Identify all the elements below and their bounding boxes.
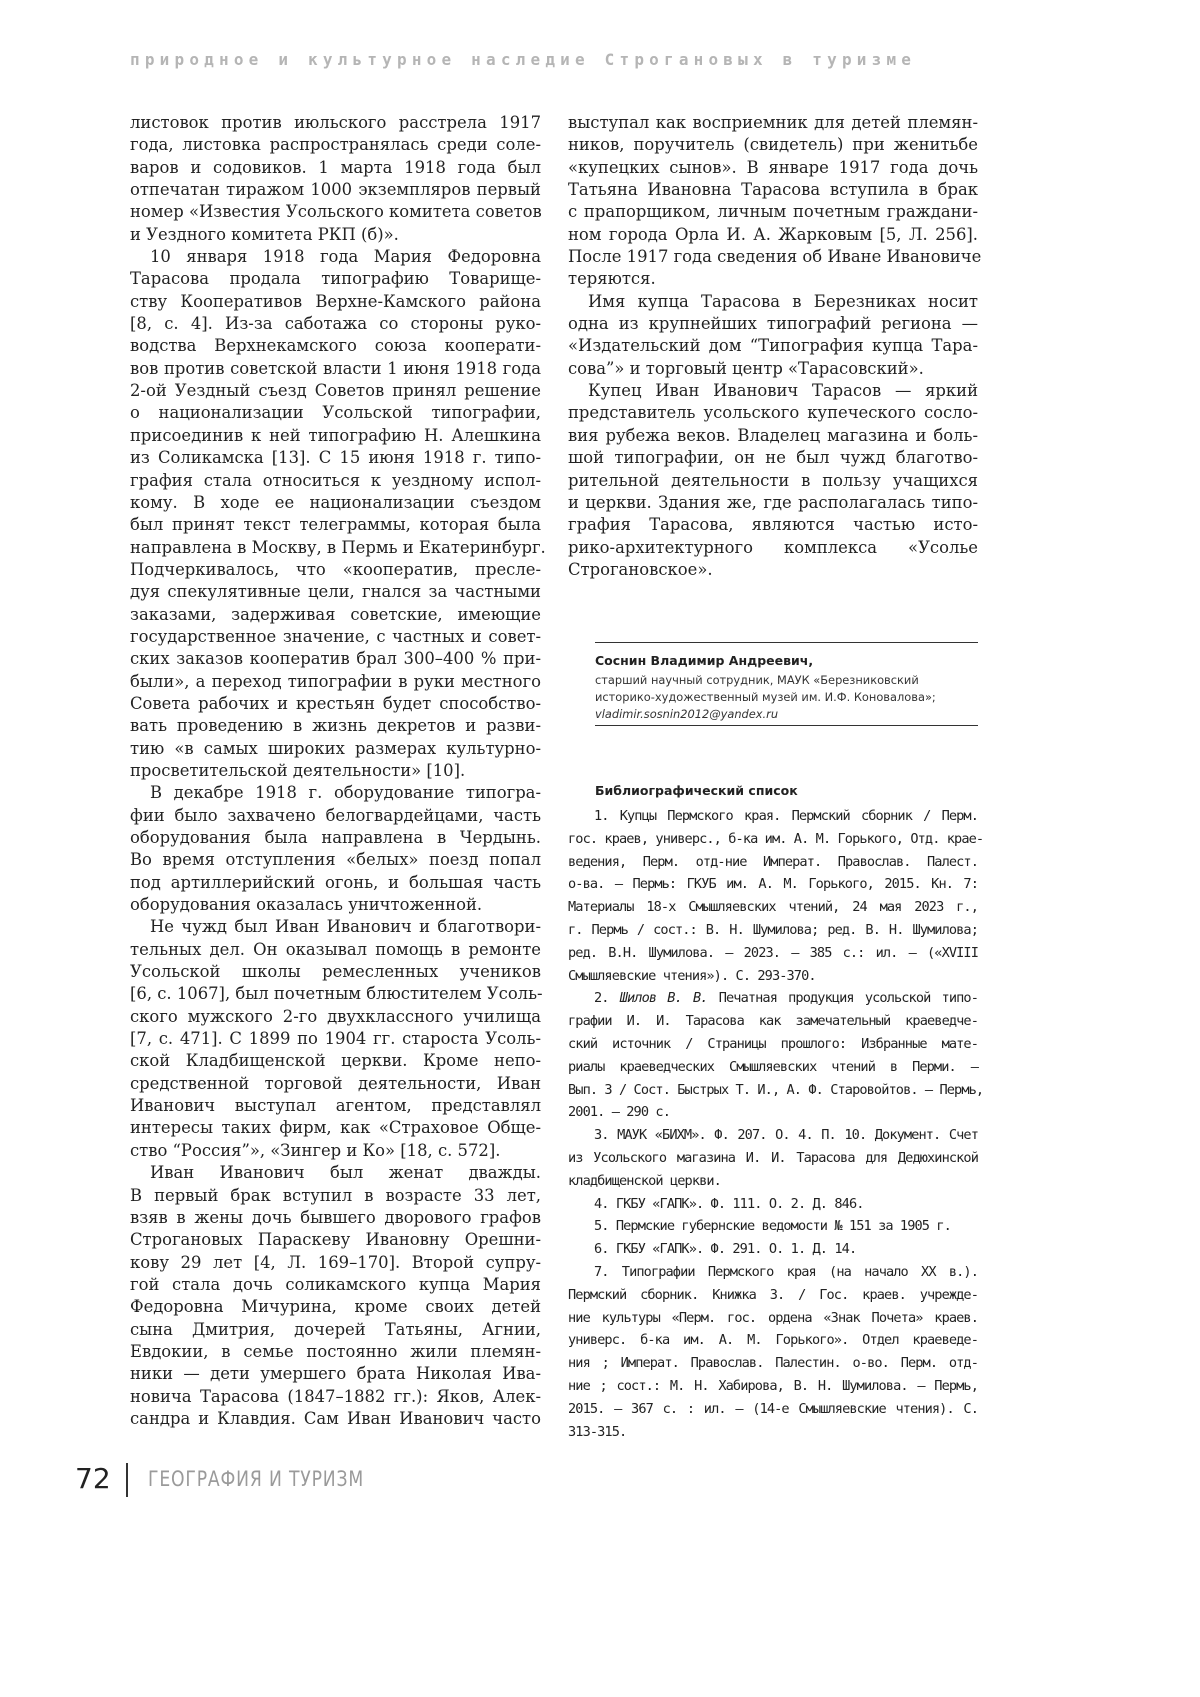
bibliography-line: о-ва. — Пермь: ГКУБ им. А. М. Горького, 2015. Кн. 7: — [568, 873, 978, 896]
bibliography-line: графии И. И. Тарасова как замечательный краеведче- — [568, 1010, 978, 1033]
bibliography-entry — [568, 1193, 978, 1216]
text-line: В первый брак вступил в возрасте 33 лет, — [130, 1185, 541, 1207]
footer-divider — [126, 1463, 128, 1497]
text-line: вия рубежа веков. Владелец магазина и боль- — [568, 425, 978, 447]
text-line: с прапорщиком, личным почетным граждани- — [568, 201, 978, 223]
text-line: из Соликамска [13]. С 15 июня 1918 г. типо- — [130, 447, 541, 469]
bibliography-line: Смышляевские чтения»). С. 293-370. — [568, 965, 978, 988]
text-line: Татьяна Ивановна Тарасова вступила в брак — [568, 179, 978, 201]
text-line: под артиллерийский огонь, и большая часть — [130, 872, 541, 894]
text-line: В декабре 1918 г. оборудование типогра- — [130, 782, 541, 804]
bibliography-line: гос. краев, универс., б-ка им. А. М. Горького, Отд. крае- — [568, 828, 978, 851]
text-line: интересы таких фирм, как «Страховое Обще- — [130, 1117, 541, 1139]
bibliography-entry — [568, 1215, 978, 1238]
bibliography-line: 4. ГКБУ «ГАПК». Ф. 111. О. 2. Д. 846. — [568, 1193, 978, 1216]
bibliography-line: риалы краеведческих Смышляевских чтений в Перми. — — [568, 1056, 978, 1079]
text-line: и Уездного комитета РКП (б)». — [130, 224, 541, 246]
bibliography-line: 2001. — 290 с. — [568, 1101, 978, 1124]
text-line: рительной деятельности в пользу учащихся — [568, 470, 978, 492]
text-line: взяв в жены дочь бывшего дворового графов — [130, 1207, 541, 1229]
text-line: и церкви. Здания же, где располагалась типо- — [568, 492, 978, 514]
text-line: фии было захвачено белогвардейцами, часть — [130, 805, 541, 827]
bibliography-line: ние ; сост.: М. Н. Хабирова, В. Н. Шумилова. — Пермь, — [568, 1375, 978, 1398]
author-info — [595, 672, 978, 723]
text-line: Подчеркивалось, что «кооператив, пресле- — [130, 559, 541, 581]
paragraph — [568, 291, 978, 380]
bibliography-line: 313-315. — [568, 1421, 978, 1444]
text-line: оборудования была направлена в Чердынь. — [130, 827, 541, 849]
running-header: природное и культурное наследие Строгановых в туризме — [130, 50, 920, 69]
text-line: «купецких сынов». В январе 1917 года дочь — [568, 157, 978, 179]
text-line: Евдокии, в семье постоянно жили племян- — [130, 1341, 541, 1363]
bibliography-entry — [568, 1261, 978, 1443]
bibliography-entry — [568, 987, 978, 1124]
text-line: водства Верхнекамского союза кооперати- — [130, 335, 541, 357]
text-line: теряются. — [568, 268, 978, 290]
text-line: ников, поручитель (свидетель) при женитьбе — [568, 134, 978, 156]
author-block — [595, 642, 978, 726]
bibliography-line: 2. Шилов В. В. Печатная продукция усольской типо- — [568, 987, 978, 1010]
text-line: Иванович выступал агентом, представлял — [130, 1095, 541, 1117]
text-line: государственное значение, с частных и совет- — [130, 626, 541, 648]
author-email[interactable]: vladimir.sosnin2012@yandex.ru — [595, 706, 978, 723]
bibliography-line: 3. МАУК «БИХМ». Ф. 207. О. 4. П. 10. Документ. Счет — [568, 1124, 978, 1147]
paragraph — [568, 380, 978, 581]
text-line: направлена в Москву, в Пермь и Екатеринбург. — [130, 537, 541, 559]
paragraph — [130, 916, 541, 1162]
text-line: Купец Иван Иванович Тарасов — яркий — [568, 380, 978, 402]
text-line: После 1917 года сведения об Иване Ивановиче — [568, 246, 978, 268]
text-line: Строгановых Параскеву Ивановну Орешни- — [130, 1229, 541, 1251]
text-line: новича Тарасова (1847–1882 гг.): Яков, Алек- — [130, 1386, 541, 1408]
text-line: кову 29 лет [4, Л. 169–170]. Второй супру- — [130, 1252, 541, 1274]
text-line: графия стала относиться к уездному испол- — [130, 470, 541, 492]
text-line: просветительской деятельности» [10]. — [130, 760, 541, 782]
bibliography-line: ред. В.Н. Шумилова. — 2023. — 385 с.: ил. — («XVIII — [568, 942, 978, 965]
text-line: ники — дети умершего брата Николая Ива- — [130, 1363, 541, 1385]
text-line: отпечатан тиражом 1000 экземпляров первый — [130, 179, 541, 201]
bibliography-line: Вып. 3 / Сост. Быстрых Т. И., А. Ф. Старовойтов. — Пермь, — [568, 1079, 978, 1102]
text-line: выступал как восприемник для детей племян- — [568, 112, 978, 134]
text-line: Имя купца Тарасова в Березниках носит — [568, 291, 978, 313]
bibliography-line: г. Пермь / сост.: В. Н. Шумилова; ред. В. Н. Шумилова; — [568, 919, 978, 942]
text-line: тельных дел. Он оказывал помощь в ремонте — [130, 939, 541, 961]
text-line: Не чужд был Иван Иванович и благотвори- — [130, 916, 541, 938]
text-line: дуя спекулятивные цели, гнался за частными — [130, 581, 541, 603]
journal-title: ГЕОГРАФИЯ И ТУРИЗМ — [148, 1467, 364, 1491]
text-line: кому. В ходе ее национализации съездом — [130, 492, 541, 514]
text-line: Тарасова продала типографию Товарище- — [130, 268, 541, 290]
text-line: ской Кладбищенской церкви. Кроме непо- — [130, 1050, 541, 1072]
text-line: вов против советской власти 1 июня 1918 года — [130, 358, 541, 380]
divider — [595, 642, 978, 643]
text-line: шой типографии, он не был чужд благотво- — [568, 447, 978, 469]
paragraph — [130, 246, 541, 782]
text-line: [8, с. 4]. Из-за саботажа со стороны руко- — [130, 313, 541, 335]
text-line: сова”» и торговый центр «Тарасовский». — [568, 358, 978, 380]
text-line: Иван Иванович был женат дважды. — [130, 1162, 541, 1184]
author-name: Соснин Владимир Андреевич, — [595, 653, 978, 668]
text-line: года, листовка распространялась среди соле- — [130, 134, 541, 156]
text-line: Совета рабочих и крестьян будет способство- — [130, 693, 541, 715]
text-line: ских заказов кооператив брал 300–400 % при- — [130, 648, 541, 670]
text-line: «Издательский дом “Типография купца Тара- — [568, 335, 978, 357]
text-line: тию «в самых широких размерах культурно- — [130, 738, 541, 760]
text-line: сына Дмитрия, дочерей Татьяны, Агнии, — [130, 1319, 541, 1341]
bibliography-line: ведения, Перм. отд-ние Императ. Православ. Палест. — [568, 851, 978, 874]
text-line: варов и содовиков. 1 марта 1918 года был — [130, 157, 541, 179]
bibliography-line: Пермский сборник. Книжка 3. / Гос. краев. учрежде- — [568, 1284, 978, 1307]
bibliography-line: ния ; Императ. Православ. Палестин. о-во. Перм. отд- — [568, 1352, 978, 1375]
bibliography-line: ский источник / Страницы прошлого: Избранные мате- — [568, 1033, 978, 1056]
text-line: рико-архитектурного комплекса «Усолье — [568, 537, 978, 559]
bibliography-line: 7. Типографии Пермского края (на начало XX в.). — [568, 1261, 978, 1284]
text-line: сандра и Клавдия. Сам Иван Иванович часто — [130, 1408, 541, 1430]
text-line: присоединив к ней типографию Н. Алешкина — [130, 425, 541, 447]
text-line: Усольской школы ремесленных учеников — [130, 961, 541, 983]
author-position: старший научный сотрудник, МАУК «Березниковский — [595, 672, 978, 689]
paragraph — [130, 112, 541, 246]
author-name-italic: Шилов В. В. — [620, 990, 708, 1006]
text-line: листовок против июльского расстрела 1917 — [130, 112, 541, 134]
text-line: был принят текст телеграммы, которая была — [130, 514, 541, 536]
text-line: [7, с. 471]. С 1899 по 1904 гг. староста Усоль- — [130, 1028, 541, 1050]
bibliography-list — [568, 805, 978, 1443]
text-line: ского мужского 2-го двухклассного училища — [130, 1006, 541, 1028]
text-line: 10 января 1918 года Мария Федоровна — [130, 246, 541, 268]
text-line: вать проведению в жизнь декретов и разви- — [130, 715, 541, 737]
bibliography-entry — [568, 1238, 978, 1261]
bibliography-line: 1. Купцы Пермского края. Пермский сборник / Перм. — [568, 805, 978, 828]
paragraph — [568, 112, 978, 291]
text-line: графия Тарасова, являются частью исто- — [568, 514, 978, 536]
text-line: гой стала дочь соликамского купца Мария — [130, 1274, 541, 1296]
text-line: Федоровна Мичурина, кроме своих детей — [130, 1296, 541, 1318]
bibliography-line: из Усольского магазина И. И. Тарасова для Дедюхинской — [568, 1147, 978, 1170]
bibliography-entry — [568, 1124, 978, 1192]
left-column — [130, 112, 541, 1430]
text-line: представитель усольского купеческого сосло- — [568, 402, 978, 424]
bibliography-line: универс. б-ка им. А. М. Горького». Отдел краеведе- — [568, 1329, 978, 1352]
text-line: оборудования оказалась уничтоженной. — [130, 894, 541, 916]
text-line: средственной торговой деятельности, Иван — [130, 1073, 541, 1095]
text-line: Во время отступления «белых» поезд попал — [130, 849, 541, 871]
text-line: 2-ой Уездный съезд Советов принял решение — [130, 380, 541, 402]
paragraph — [130, 1162, 541, 1430]
bibliography-line: кладбищенской церкви. — [568, 1170, 978, 1193]
text-line: [6, с. 1067], был почетным блюстителем Усоль- — [130, 983, 541, 1005]
page-number: 72 — [75, 1462, 111, 1495]
author-affiliation: историко-художественный музей им. И.Ф. Коновалова»; — [595, 689, 978, 706]
paragraph — [130, 782, 541, 916]
text-line: Строгановское». — [568, 559, 978, 581]
text-line: были», а переход типографии в руки местного — [130, 671, 541, 693]
bibliography-line: 6. ГКБУ «ГАПК». Ф. 291. О. 1. Д. 14. — [568, 1238, 978, 1261]
bibliography-line: 2015. — 367 с. : ил. — (14-е Смышляевские чтения). С. — [568, 1398, 978, 1421]
text-line: номер «Известия Усольского комитета советов — [130, 201, 541, 223]
text-line: о национализации Усольской типографии, — [130, 402, 541, 424]
bibliography-line: Материалы 18-х Смышляевских чтений, 24 мая 2023 г., — [568, 896, 978, 919]
right-column — [568, 112, 978, 581]
bibliography-line: 5. Пермские губернские ведомости № 151 за 1905 г. — [568, 1215, 978, 1238]
text-line: ство “Россия”», «Зингер и Ко» [18, с. 572]. — [130, 1140, 541, 1162]
text-line: одна из крупнейших типографий региона — — [568, 313, 978, 335]
text-line: ству Кооперативов Верхне-Камского района — [130, 291, 541, 313]
text-line: ном города Орла И. А. Жарковым [5, Л. 256]. — [568, 224, 978, 246]
text-line: заказами, задерживая советские, имеющие — [130, 604, 541, 626]
bibliography-line: ние культуры «Перм. гос. ордена «Знак Почета» краев. — [568, 1307, 978, 1330]
bibliography-heading: Библиографический список — [595, 783, 798, 798]
bibliography-entry — [568, 805, 978, 987]
divider — [595, 725, 978, 726]
